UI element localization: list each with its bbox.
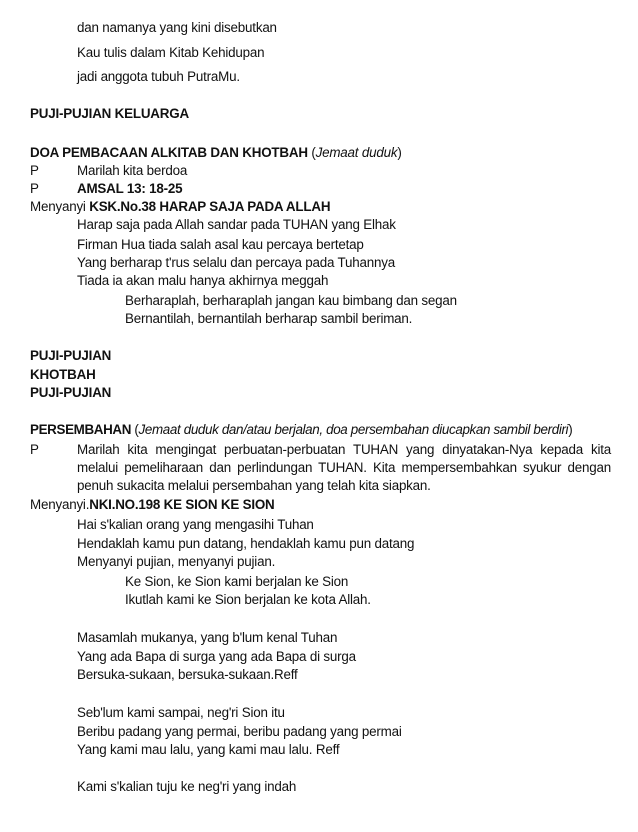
hymn-line: dan namanya yang kini disebutkan [77,20,277,35]
liturgy-line [30,162,187,180]
hymn-line: Bersuka-sukaan, bersuka-sukaan.Reff [77,667,298,682]
sing-label: Menyanyi. [30,497,90,512]
paren: ) [397,145,402,160]
refrain-line: Bernantilah, bernantilah berharap sambil beriman. [125,311,413,326]
hymn-heading [30,198,330,216]
line-text: Marilah kita berdoa [77,163,188,178]
hymn-line: Yang ada Bapa di surga yang ada Bapa di surga [77,649,356,664]
paren: ( [131,422,139,437]
prayer-line: melalui pemeliharaan dan perlindungan TUHAN. Kita mempersembahkan syukur dengan [77,460,611,475]
sing-label: Menyanyi [30,199,90,214]
heading-text: DOA PEMBACAAN ALKITAB DAN KHOTBAH [30,145,308,160]
hymn-line: Kau tulis dalam Kitab Kehidupan [77,45,265,60]
section-heading: PUJI-PUJIAN KELUARGA [30,106,189,121]
hymn-line: Masamlah mukanya, yang b'lum kenal Tuhan [77,630,338,645]
refrain-line: Berharaplah, berharaplah jangan kau bimbang dan segan [125,293,457,308]
rubric-note: Jemaat duduk [315,145,398,160]
rubric-note: Jemaat duduk dan/atau berjalan, doa persembahan diucapkan sambil berdiri [138,422,569,437]
hymn-line: jadi anggota tubuh PutraMu. [77,69,240,84]
hymn-line: Hendaklah kamu pun datang, hendaklah kamu pun datang [77,536,415,551]
speaker-label: P [30,181,39,196]
paren: ( [307,145,316,160]
section-heading-doa [30,144,402,162]
hymn-heading [30,496,275,514]
speaker-label: P [30,442,39,457]
hymn-line: Harap saja pada Allah sandar pada TUHAN yang Elhak [77,217,396,232]
liturgy-line [30,441,77,459]
refrain-line: Ikutlah kami ke Sion berjalan ke kota Allah. [125,592,371,607]
section-heading-persembahan [30,421,572,439]
hymn-title: NKI.NO.198 KE SION KE SION [89,497,275,512]
heading-text: PERSEMBAHAN [30,422,132,437]
section-heading: KHOTBAH [30,367,96,382]
hymn-line: Yang berharap t'rus selalu dan percaya pada Tuhannya [77,255,395,270]
refrain-line: Ke Sion, ke Sion kami berjalan ke Sion [125,574,349,589]
hymn-line: Firman Hua tiada salah asal kau percaya bertetap [77,237,364,252]
hymn-line: Tiada ia akan malu hanya akhirnya meggah [77,273,329,288]
hymn-line: Kami s'kalian tuju ke neg'ri yang indah [77,779,297,794]
section-heading: PUJI-PUJIAN [30,348,112,363]
paren: ) [568,422,573,437]
speaker-label: P [30,163,39,178]
liturgy-line [30,180,182,198]
hymn-line: Beribu padang yang permai, beribu padang yang permai [77,724,402,739]
hymn-line: Seb'lum kami sampai, neg'ri Sion itu [77,705,285,720]
scripture-reference: AMSAL 13: 18-25 [77,181,183,196]
section-heading: PUJI-PUJIAN [30,385,112,400]
prayer-line: Marilah kita mengingat perbuatan-perbuatan TUHAN yang dinyatakan-Nya kepada kita [77,442,611,457]
hymn-line: Yang kami mau lalu, yang kami mau lalu. Reff [77,742,340,757]
hymn-line: Menyanyi pujian, menyanyi pujian. [77,554,276,569]
hymn-line: Hai s'kalian orang yang mengasihi Tuhan [77,517,314,532]
prayer-line: penuh sukacita melalui persembahan yang telah kita siapkan. [77,478,431,493]
hymn-title: KSK.No.38 HARAP SAJA PADA ALLAH [89,199,331,214]
